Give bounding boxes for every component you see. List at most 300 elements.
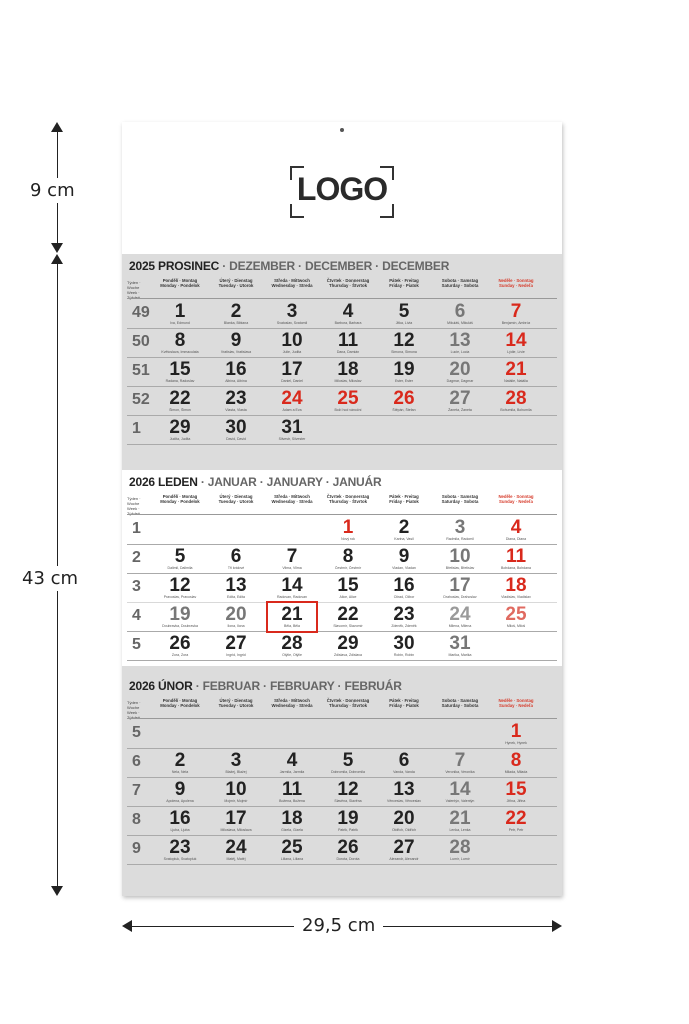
week-header-line: Týden · Woche bbox=[127, 280, 141, 290]
day-number: 25 bbox=[281, 837, 303, 858]
name-day: Svatopluk, Svatopluk bbox=[163, 857, 197, 861]
day-cell bbox=[376, 781, 432, 803]
name-day: Jitka, Lívia bbox=[395, 321, 413, 325]
divider bbox=[127, 444, 557, 445]
day-number: 18 bbox=[505, 575, 527, 596]
week-number: 3 bbox=[132, 578, 141, 595]
day-cell bbox=[208, 810, 264, 832]
day-number: 24 bbox=[449, 604, 471, 625]
name-day: Radana, Radoslav bbox=[165, 379, 195, 383]
name-day: Vladislav, Vladislav bbox=[501, 595, 531, 599]
name-day: Miloslava, Miloslava bbox=[220, 828, 252, 832]
week-number: 1 bbox=[132, 520, 141, 537]
arrow-down-icon bbox=[51, 886, 63, 896]
day-cell bbox=[432, 810, 488, 832]
day-header bbox=[320, 278, 376, 300]
day-cell bbox=[208, 390, 264, 412]
day-cell bbox=[376, 390, 432, 412]
day-cell bbox=[264, 635, 320, 657]
day-number: 7 bbox=[286, 546, 298, 567]
name-day: Otýlie, Otýlie bbox=[282, 653, 302, 657]
day-number: 3 bbox=[454, 517, 466, 538]
name-day: Oldřich, Oldřich bbox=[391, 828, 417, 832]
divider bbox=[127, 835, 557, 836]
day-number: 17 bbox=[225, 808, 247, 829]
day-header bbox=[152, 698, 208, 720]
day-number: 8 bbox=[342, 546, 354, 567]
week-row bbox=[122, 837, 562, 865]
month-translations: · DEZEMBER · DECEMBER · DECEMBER bbox=[219, 259, 450, 273]
day-header bbox=[432, 494, 488, 516]
divider bbox=[127, 514, 557, 515]
day-cell bbox=[432, 303, 488, 325]
day-cell bbox=[320, 839, 376, 861]
week-row bbox=[122, 330, 562, 358]
day-number: 28 bbox=[505, 388, 527, 409]
month-year: 2026 bbox=[129, 475, 159, 489]
day-cell bbox=[208, 781, 264, 803]
week-row bbox=[122, 388, 562, 416]
name-day: Iva, Edmund bbox=[170, 321, 190, 325]
day-cell bbox=[432, 752, 488, 774]
week-row bbox=[122, 604, 562, 632]
day-number: 27 bbox=[449, 388, 471, 409]
day-number: 8 bbox=[174, 330, 186, 351]
day-number: 30 bbox=[225, 417, 247, 438]
name-day: Lucie, Lucia bbox=[450, 350, 470, 354]
week-number: 51 bbox=[132, 362, 150, 379]
name-day: Dobromila, Dobromila bbox=[331, 770, 365, 774]
day-number: 26 bbox=[337, 837, 359, 858]
name-day: Dorota, Dorota bbox=[336, 857, 360, 861]
day-cell bbox=[320, 361, 376, 383]
name-day: Vilma, Vilma bbox=[282, 566, 302, 570]
day-cell bbox=[488, 577, 544, 599]
day-cell bbox=[488, 361, 544, 383]
day-cell bbox=[376, 810, 432, 832]
day-number: 27 bbox=[393, 837, 415, 858]
day-header bbox=[488, 698, 544, 720]
day-cell bbox=[376, 635, 432, 657]
name-day: Nela, Nela bbox=[171, 770, 189, 774]
day-cell bbox=[152, 303, 208, 325]
name-day: Blažej, Blažej bbox=[225, 770, 247, 774]
day-header bbox=[376, 698, 432, 720]
name-day: Lýdie, Lívie bbox=[507, 350, 525, 354]
name-day: Květoslava, Immaculata bbox=[161, 350, 199, 354]
day-header-line: Pondělí · Montag bbox=[162, 698, 198, 703]
day-number: 14 bbox=[505, 330, 527, 351]
day-number: 12 bbox=[169, 575, 191, 596]
day-cell bbox=[488, 781, 544, 803]
day-cell bbox=[320, 519, 376, 541]
month-year: 2026 bbox=[129, 679, 159, 693]
name-day: Slavěna, Slavěna bbox=[334, 799, 362, 803]
arrow-down-icon bbox=[51, 243, 63, 253]
day-number: 14 bbox=[449, 779, 471, 800]
week-number: 50 bbox=[132, 333, 150, 350]
day-number: 4 bbox=[342, 301, 354, 322]
name-day: Adam a Eva bbox=[282, 408, 302, 412]
name-day: Lumír, Lumír bbox=[450, 857, 470, 861]
day-cell bbox=[152, 332, 208, 354]
day-cell bbox=[152, 839, 208, 861]
week-header-line: Týden · Woche bbox=[127, 496, 141, 506]
name-day: Albína, Albína bbox=[225, 379, 247, 383]
day-number: 14 bbox=[281, 575, 303, 596]
day-header bbox=[152, 494, 208, 516]
week-column-header bbox=[127, 700, 153, 720]
day-number: 3 bbox=[286, 301, 298, 322]
name-day: Šimon, Šimon bbox=[169, 408, 191, 412]
name-day: Alexandr, Alexandr bbox=[389, 857, 419, 861]
day-number: 20 bbox=[393, 808, 415, 829]
month-title bbox=[129, 259, 449, 273]
name-day: Alice, Alice bbox=[339, 595, 357, 599]
day-number: 13 bbox=[449, 330, 471, 351]
day-number: 11 bbox=[281, 779, 303, 800]
day-header-line: Saturday · Sobota bbox=[441, 499, 479, 505]
name-day: Hynek, Hynek bbox=[505, 741, 527, 745]
name-day: Božena, Božena bbox=[279, 799, 305, 803]
day-header bbox=[208, 278, 264, 300]
day-number: 4 bbox=[510, 517, 522, 538]
day-header-line: Sobota · Samstag bbox=[441, 698, 479, 703]
name-day: Julie, Judita bbox=[282, 350, 302, 354]
month-section bbox=[122, 470, 562, 666]
day-cell bbox=[320, 390, 376, 412]
day-cell bbox=[208, 361, 264, 383]
name-day: Zora, Zora bbox=[171, 653, 189, 657]
name-day: Radovan, Radovan bbox=[277, 595, 307, 599]
name-day: Ljuba, Ljuba bbox=[170, 828, 190, 832]
height-top-label: 9 cm bbox=[30, 180, 75, 201]
calendar-header bbox=[122, 122, 562, 254]
divider bbox=[127, 386, 557, 387]
name-day: Marika, Marika bbox=[448, 653, 472, 657]
week-number: 7 bbox=[132, 782, 141, 799]
day-header-line: Wednesday · Streda bbox=[271, 283, 313, 289]
day-number: 9 bbox=[174, 779, 186, 800]
day-cell bbox=[320, 810, 376, 832]
day-header-line: Pátek · Freitag bbox=[389, 278, 419, 283]
day-number: 16 bbox=[225, 359, 247, 380]
day-cell bbox=[264, 419, 320, 441]
divider bbox=[127, 357, 557, 358]
day-number: 22 bbox=[505, 808, 527, 829]
day-cell bbox=[376, 332, 432, 354]
day-header-line: Čtvrtek · Donnerstag bbox=[326, 278, 370, 283]
name-day: Milada, Milada bbox=[504, 770, 528, 774]
name-day: Apolena, Apolena bbox=[166, 799, 194, 803]
name-day: Patrik, Patrik bbox=[338, 828, 358, 832]
name-day: David, David bbox=[226, 437, 246, 441]
day-cell bbox=[376, 361, 432, 383]
day-cell bbox=[432, 390, 488, 412]
day-number: 15 bbox=[169, 359, 191, 380]
day-number: 24 bbox=[281, 388, 303, 409]
name-day: Daniel, Daniel bbox=[281, 379, 303, 383]
name-day: Vlasta, Vlasta bbox=[225, 408, 247, 412]
month-translations: · JANUAR · JANUARY · JANUÁR bbox=[197, 475, 382, 489]
day-header-line: Tuesday · Utorok bbox=[218, 499, 254, 505]
day-cell bbox=[432, 577, 488, 599]
day-number: 7 bbox=[454, 750, 466, 771]
day-header bbox=[208, 698, 264, 720]
day-number: 5 bbox=[174, 546, 186, 567]
name-day: Barbora, Barbara bbox=[334, 321, 362, 325]
day-number: 3 bbox=[230, 750, 242, 771]
day-cell bbox=[152, 548, 208, 570]
day-header-line: Úterý · Dienstag bbox=[219, 494, 253, 499]
day-number: 21 bbox=[505, 359, 527, 380]
week-row bbox=[122, 808, 562, 836]
day-cell bbox=[488, 548, 544, 570]
name-day: Robin, Robin bbox=[393, 653, 415, 657]
name-day: Břetislav, Břetislav bbox=[445, 566, 475, 570]
height-main-label: 43 cm bbox=[22, 568, 79, 589]
day-header-line: Středa · Mittwoch bbox=[274, 494, 310, 499]
day-cell bbox=[376, 548, 432, 570]
day-number: 25 bbox=[337, 388, 359, 409]
day-header bbox=[264, 494, 320, 516]
day-number: 10 bbox=[449, 546, 471, 567]
day-number: 18 bbox=[281, 808, 303, 829]
day-header-line: Pondělí · Montag bbox=[162, 494, 198, 499]
day-cell bbox=[152, 635, 208, 657]
name-day: Lenka, Lenka bbox=[449, 828, 471, 832]
day-number: 9 bbox=[230, 330, 242, 351]
day-cell bbox=[208, 303, 264, 325]
day-number: 23 bbox=[169, 837, 191, 858]
name-day: Vanda, Vanda bbox=[393, 770, 415, 774]
day-cell bbox=[152, 419, 208, 441]
day-header-line: Friday · Piatok bbox=[389, 499, 419, 505]
day-number: 1 bbox=[342, 517, 354, 538]
day-number: 5 bbox=[342, 750, 354, 771]
day-header-line: Wednesday · Streda bbox=[271, 703, 313, 709]
divider bbox=[127, 864, 557, 865]
day-cell bbox=[264, 752, 320, 774]
day-number: 21 bbox=[281, 604, 303, 625]
day-header-line: Sobota · Samstag bbox=[441, 494, 479, 499]
day-header-line: Pondělí · Montag bbox=[162, 278, 198, 283]
day-number: 7 bbox=[510, 301, 522, 322]
day-number: 29 bbox=[337, 633, 359, 654]
day-cell bbox=[320, 635, 376, 657]
day-cell bbox=[432, 332, 488, 354]
name-day: Boží hod vánoční bbox=[334, 408, 362, 412]
day-number: 17 bbox=[281, 359, 303, 380]
day-cell bbox=[152, 810, 208, 832]
day-header-line: Neděle · Sonntag bbox=[498, 494, 534, 499]
month-section bbox=[122, 254, 562, 460]
day-number: 6 bbox=[454, 301, 466, 322]
name-day: Judita, Judita bbox=[169, 437, 191, 441]
divider bbox=[127, 748, 557, 749]
day-header-line: Thursday · Štvrtok bbox=[329, 703, 367, 709]
day-header-line: Středa · Mittwoch bbox=[274, 698, 310, 703]
name-day: Žaneta, Žaneta bbox=[448, 408, 472, 412]
day-header bbox=[432, 278, 488, 300]
month-year: 2025 bbox=[129, 259, 159, 273]
day-header-line: Tuesday · Utorok bbox=[218, 703, 254, 709]
name-day: Edita, Edita bbox=[227, 595, 245, 599]
day-cell bbox=[320, 781, 376, 803]
name-day: Blanka, Bibiana bbox=[223, 321, 249, 325]
day-header-line: Neděle · Sonntag bbox=[498, 278, 534, 283]
week-column-header bbox=[127, 280, 153, 300]
week-number: 9 bbox=[132, 840, 141, 857]
day-cell bbox=[208, 548, 264, 570]
name-day: Ingrid, Ingrid bbox=[226, 653, 246, 657]
day-cell bbox=[264, 390, 320, 412]
name-day: Petr, Petr bbox=[508, 828, 524, 832]
day-number: 16 bbox=[169, 808, 191, 829]
week-number: 52 bbox=[132, 391, 150, 408]
day-cell bbox=[432, 781, 488, 803]
day-header-line: Monday · Pondelok bbox=[160, 703, 200, 709]
day-cell bbox=[488, 810, 544, 832]
day-number: 27 bbox=[225, 633, 247, 654]
day-cell bbox=[488, 723, 544, 745]
day-header bbox=[488, 494, 544, 516]
divider bbox=[127, 415, 557, 416]
name-day: Mojmír, Mojmír bbox=[224, 799, 248, 803]
name-day: Dagmar, Dagmar bbox=[446, 379, 474, 383]
day-cell bbox=[152, 577, 208, 599]
divider bbox=[127, 298, 557, 299]
day-number: 2 bbox=[398, 517, 410, 538]
name-day: Gizela, Gizela bbox=[281, 828, 303, 832]
day-cell bbox=[208, 577, 264, 599]
week-header-line: Week · Týždeň bbox=[127, 710, 141, 720]
week-row bbox=[122, 546, 562, 574]
day-cell bbox=[264, 548, 320, 570]
day-cell bbox=[320, 606, 376, 628]
day-cell bbox=[264, 810, 320, 832]
day-cell bbox=[432, 361, 488, 383]
week-column-header bbox=[127, 496, 153, 516]
day-cell bbox=[432, 839, 488, 861]
name-day: Valentýn, Valentýn bbox=[445, 799, 475, 803]
day-number: 18 bbox=[337, 359, 359, 380]
name-day: Liliana, Liliana bbox=[280, 857, 304, 861]
day-number: 31 bbox=[281, 417, 303, 438]
day-header-line: Neděle · Sonntag bbox=[498, 698, 534, 703]
month-translations: · FEBRUAR · FEBRUARY · FEBRUÁR bbox=[192, 679, 402, 693]
day-header-line: Pátek · Freitag bbox=[389, 494, 419, 499]
name-day: Milena, Milena bbox=[448, 624, 472, 628]
width-label: 29,5 cm bbox=[294, 915, 383, 936]
day-cell bbox=[264, 577, 320, 599]
day-number: 29 bbox=[169, 417, 191, 438]
day-cell bbox=[376, 303, 432, 325]
week-header-line: Týden · Woche bbox=[127, 700, 141, 710]
day-header-line: Sunday · Nedeľa bbox=[499, 703, 533, 709]
week-row bbox=[122, 779, 562, 807]
month-title bbox=[129, 679, 402, 693]
day-header-line: Thursday · Štvrtok bbox=[329, 283, 367, 289]
week-row bbox=[122, 721, 562, 749]
name-day: Mikuláš, Mikuláš bbox=[447, 321, 473, 325]
day-header-line: Saturday · Sobota bbox=[441, 703, 479, 709]
day-header-line: Sunday · Nedeľa bbox=[499, 499, 533, 505]
day-header bbox=[264, 698, 320, 720]
month-name: LEDEN bbox=[158, 475, 198, 489]
day-cell bbox=[488, 606, 544, 628]
day-header bbox=[320, 494, 376, 516]
day-number: 28 bbox=[281, 633, 303, 654]
day-cell bbox=[208, 419, 264, 441]
date-marker-window[interactable] bbox=[266, 601, 318, 633]
day-number: 19 bbox=[393, 359, 415, 380]
name-day: Simona, Simona bbox=[391, 350, 417, 354]
week-number: 1 bbox=[132, 420, 141, 437]
day-cell bbox=[152, 390, 208, 412]
day-number: 16 bbox=[393, 575, 415, 596]
divider bbox=[127, 777, 557, 778]
week-row bbox=[122, 750, 562, 778]
wall-calendar bbox=[122, 122, 562, 896]
name-day: Věnceslav, Věnceslav bbox=[387, 799, 421, 803]
name-day: Nový rok bbox=[341, 537, 355, 541]
day-number: 8 bbox=[510, 750, 522, 771]
week-row bbox=[122, 517, 562, 545]
arrow-right-icon bbox=[552, 920, 562, 932]
name-day: Čestmír, Čestmír bbox=[334, 566, 362, 570]
day-number: 10 bbox=[225, 779, 247, 800]
day-header-line: Friday · Piatok bbox=[389, 703, 419, 709]
day-number: 23 bbox=[225, 388, 247, 409]
name-day: Bohumila, Bohumila bbox=[500, 408, 532, 412]
name-day: Tři králové bbox=[227, 566, 245, 570]
day-cell bbox=[320, 752, 376, 774]
day-number: 26 bbox=[169, 633, 191, 654]
day-number: 2 bbox=[230, 301, 242, 322]
day-number: 12 bbox=[393, 330, 415, 351]
day-cell bbox=[208, 839, 264, 861]
day-header-line: Středa · Mittwoch bbox=[274, 278, 310, 283]
name-day: Běla, Běla bbox=[284, 624, 300, 628]
day-number: 15 bbox=[337, 575, 359, 596]
month-name: ÚNOR bbox=[158, 679, 193, 693]
name-day: Vladan, Vladan bbox=[392, 566, 416, 570]
name-day: Jiřina, Jiřina bbox=[506, 799, 526, 803]
day-number: 6 bbox=[398, 750, 410, 771]
day-header-line: Tuesday · Utorok bbox=[218, 283, 254, 289]
day-number: 30 bbox=[393, 633, 415, 654]
day-number: 12 bbox=[337, 779, 359, 800]
logo-text: LOGO bbox=[296, 171, 388, 207]
day-header-line: Thursday · Štvrtok bbox=[329, 499, 367, 505]
divider bbox=[127, 660, 557, 661]
divider bbox=[127, 544, 557, 545]
day-number: 10 bbox=[281, 330, 303, 351]
name-day: Miloš, Miloš bbox=[506, 624, 526, 628]
name-day: Zdeněk, Zdeněk bbox=[391, 624, 417, 628]
day-number: 5 bbox=[398, 301, 410, 322]
week-number: 49 bbox=[132, 304, 150, 321]
day-cell bbox=[264, 303, 320, 325]
day-number: 15 bbox=[505, 779, 527, 800]
week-number: 5 bbox=[132, 636, 141, 653]
day-cell bbox=[320, 548, 376, 570]
day-cell bbox=[432, 519, 488, 541]
day-number: 4 bbox=[286, 750, 298, 771]
day-header bbox=[488, 278, 544, 300]
day-number: 24 bbox=[225, 837, 247, 858]
